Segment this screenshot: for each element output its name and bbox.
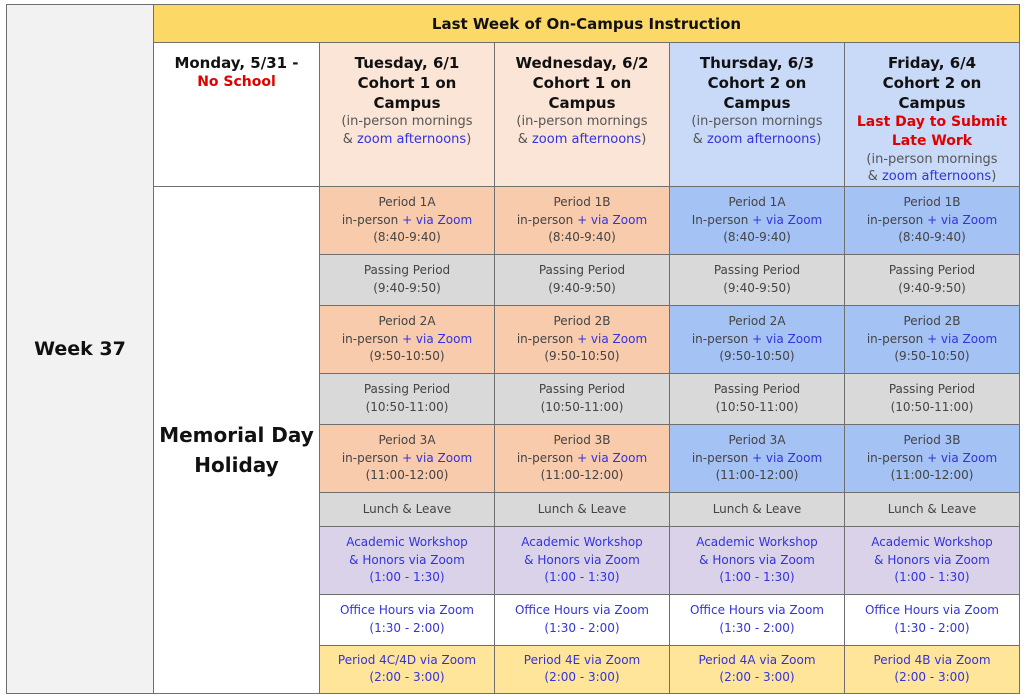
period-mode: in-person + via Zoom (516, 212, 648, 227)
day-header-wednesday (495, 43, 670, 187)
schedule-cell (845, 645, 1020, 693)
period-mode: In-person + via Zoom (691, 212, 823, 227)
block-name: Office Hours via Zoom (864, 603, 999, 618)
block-name: Passing Period (538, 263, 626, 278)
period-time: (11:00-12:00) (715, 467, 799, 482)
schedule-cell (320, 526, 495, 594)
period-time: (8:40-9:40) (548, 229, 616, 244)
workshop-subtitle: & Honors via Zoom (349, 552, 465, 567)
period-name: Period 3B (903, 433, 961, 448)
lunch-label: Lunch & Leave (362, 501, 452, 516)
banner-title: Last Week of On-Campus Instruction (154, 5, 1020, 43)
schedule-cell (845, 526, 1020, 594)
block-time: (2:00 - 3:00) (544, 670, 620, 685)
block-name: Period 4B via Zoom (873, 653, 991, 668)
period-time: (11:00-12:00) (890, 467, 974, 482)
period-mode: in-person + via Zoom (516, 450, 648, 465)
lunch-label: Lunch & Leave (537, 501, 627, 516)
block-time: (9:40-9:50) (898, 280, 966, 295)
schedule-cell (320, 594, 495, 645)
period-time: (8:40-9:40) (898, 229, 966, 244)
block-name: Office Hours via Zoom (689, 603, 824, 618)
day-date: Friday, 6/4 (887, 54, 977, 73)
period-mode: in-person + via Zoom (866, 450, 998, 465)
day-header-monday (154, 43, 320, 187)
schedule-cell (495, 254, 670, 305)
day-header-thursday (670, 43, 845, 187)
lunch-label: Lunch & Leave (712, 501, 802, 516)
schedule-table (6, 4, 1020, 694)
schedule-cell (320, 186, 495, 254)
period-time: (9:50-10:50) (894, 348, 970, 363)
schedule-cell (845, 186, 1020, 254)
workshop-title: Academic Workshop (871, 535, 993, 550)
block-time: (9:40-9:50) (373, 280, 441, 295)
period-name: Period 1B (903, 195, 961, 210)
day-date: Monday, 5/31 - (174, 54, 299, 73)
block-name: Passing Period (363, 382, 451, 397)
schedule-cell (495, 424, 670, 492)
schedule-cell (845, 594, 1020, 645)
period-name: Period 3A (728, 433, 786, 448)
holiday-line: Memorial Day (159, 422, 314, 447)
cohort-label: Cohort 1 on Campus (532, 74, 632, 113)
cohort-label: Cohort 1 on Campus (357, 74, 457, 113)
schedule-cell (320, 254, 495, 305)
lunch-label: Lunch & Leave (887, 501, 977, 516)
schedule-cell (320, 645, 495, 693)
schedule-cell (670, 645, 845, 693)
schedule-cell (320, 492, 495, 526)
period-name: Period 2A (728, 314, 786, 329)
schedule-cell (845, 373, 1020, 424)
schedule-cell (495, 645, 670, 693)
cohort-label: Cohort 2 on Campus (882, 74, 982, 113)
deadline-label: Last Day to Submit (856, 114, 1008, 131)
schedule-cell (670, 373, 845, 424)
day-date: Thursday, 6/3 (699, 54, 815, 73)
period-time: (11:00-12:00) (540, 467, 624, 482)
deadline-label: Late Work (891, 133, 973, 150)
week-label: Week 37 (7, 5, 154, 694)
block-time: (10:50-11:00) (890, 399, 974, 414)
block-name: Passing Period (363, 263, 451, 278)
block-name: Office Hours via Zoom (339, 603, 474, 618)
period-mode: in-person + via Zoom (341, 331, 473, 346)
schedule-cell (495, 373, 670, 424)
schedule-cell (845, 305, 1020, 373)
block-time: (2:00 - 3:00) (369, 670, 445, 685)
period-name: Period 1A (378, 195, 436, 210)
schedule-cell (670, 186, 845, 254)
period-time: (9:50-10:50) (544, 348, 620, 363)
workshop-subtitle: & Honors via Zoom (874, 552, 990, 567)
schedule-cell (845, 424, 1020, 492)
period-name: Period 2B (903, 314, 961, 329)
day-subtitle-zoom: & zoom afternoons) (517, 131, 647, 147)
block-time: (2:00 - 3:00) (719, 670, 795, 685)
block-name: Office Hours via Zoom (514, 603, 649, 618)
day-subtitle: (in-person mornings (341, 114, 473, 130)
no-school-label: No School (197, 74, 276, 91)
day-subtitle: (in-person mornings (516, 114, 648, 130)
block-time: (10:50-11:00) (365, 399, 449, 414)
block-name: Passing Period (888, 263, 976, 278)
schedule-cell (670, 526, 845, 594)
workshop-time: (1:00 - 1:30) (894, 570, 970, 585)
workshop-time: (1:00 - 1:30) (544, 570, 620, 585)
schedule-cell (495, 594, 670, 645)
workshop-title: Academic Workshop (696, 535, 818, 550)
period-time: (9:50-10:50) (369, 348, 445, 363)
period-name: Period 2B (553, 314, 611, 329)
block-name: Passing Period (713, 382, 801, 397)
holiday-line: Holiday (194, 452, 279, 477)
day-subtitle: (in-person mornings (691, 114, 823, 130)
block-time: (9:40-9:50) (723, 280, 791, 295)
block-time: (9:40-9:50) (548, 280, 616, 295)
day-header-friday (845, 43, 1020, 187)
day-header-tuesday (320, 43, 495, 187)
block-name: Period 4C/4D via Zoom (337, 653, 477, 668)
day-subtitle-zoom: & zoom afternoons) (342, 131, 472, 147)
day-date: Wednesday, 6/2 (515, 54, 649, 73)
schedule-cell (320, 305, 495, 373)
banner-row (7, 5, 1020, 43)
schedule-cell (845, 254, 1020, 305)
period-time: (8:40-9:40) (373, 229, 441, 244)
schedule-cell (845, 492, 1020, 526)
block-name: Passing Period (538, 382, 626, 397)
block-time: (10:50-11:00) (540, 399, 624, 414)
schedule-cell (320, 373, 495, 424)
day-header-row (7, 43, 1020, 187)
block-name: Passing Period (713, 263, 801, 278)
block-time: (10:50-11:00) (715, 399, 799, 414)
schedule-cell (495, 305, 670, 373)
period-mode: in-person + via Zoom (341, 450, 473, 465)
day-date: Tuesday, 6/1 (354, 54, 460, 73)
schedule-cell (670, 424, 845, 492)
block-time: (2:00 - 3:00) (894, 670, 970, 685)
block-time: (1:30 - 2:00) (894, 620, 970, 635)
period-time: (8:40-9:40) (723, 229, 791, 244)
block-name: Period 4E via Zoom (523, 653, 641, 668)
block-time: (1:30 - 2:00) (369, 620, 445, 635)
period-name: Period 2A (378, 314, 436, 329)
period-time: (9:50-10:50) (719, 348, 795, 363)
schedule-cell (495, 186, 670, 254)
period-mode: in-person + via Zoom (866, 212, 998, 227)
day-subtitle-zoom: & zoom afternoons) (692, 131, 822, 147)
period-time: (11:00-12:00) (365, 467, 449, 482)
workshop-time: (1:00 - 1:30) (369, 570, 445, 585)
day-subtitle: (in-person mornings (866, 151, 998, 167)
cohort-label: Cohort 2 on Campus (707, 74, 807, 113)
block-name: Passing Period (888, 382, 976, 397)
schedule-cell (495, 526, 670, 594)
workshop-title: Academic Workshop (521, 535, 643, 550)
period-name: Period 1B (553, 195, 611, 210)
period-mode: in-person + via Zoom (516, 331, 648, 346)
block-name: Period 4A via Zoom (698, 653, 816, 668)
workshop-subtitle: & Honors via Zoom (524, 552, 640, 567)
period-name: Period 1A (728, 195, 786, 210)
period-name: Period 3B (553, 433, 611, 448)
period-mode: in-person + via Zoom (866, 331, 998, 346)
schedule-cell (670, 594, 845, 645)
schedule-row-period (7, 186, 1020, 254)
workshop-subtitle: & Honors via Zoom (699, 552, 815, 567)
schedule-cell (495, 492, 670, 526)
schedule-cell (670, 305, 845, 373)
workshop-title: Academic Workshop (346, 535, 468, 550)
schedule-cell (670, 254, 845, 305)
schedule-cell (670, 492, 845, 526)
period-name: Period 3A (378, 433, 436, 448)
period-mode: in-person + via Zoom (691, 331, 823, 346)
workshop-time: (1:00 - 1:30) (719, 570, 795, 585)
block-time: (1:30 - 2:00) (544, 620, 620, 635)
block-time: (1:30 - 2:00) (719, 620, 795, 635)
schedule-cell (320, 424, 495, 492)
day-subtitle-zoom: & zoom afternoons) (867, 169, 997, 185)
period-mode: in-person + via Zoom (341, 212, 473, 227)
holiday-cell (154, 186, 320, 693)
period-mode: in-person + via Zoom (691, 450, 823, 465)
